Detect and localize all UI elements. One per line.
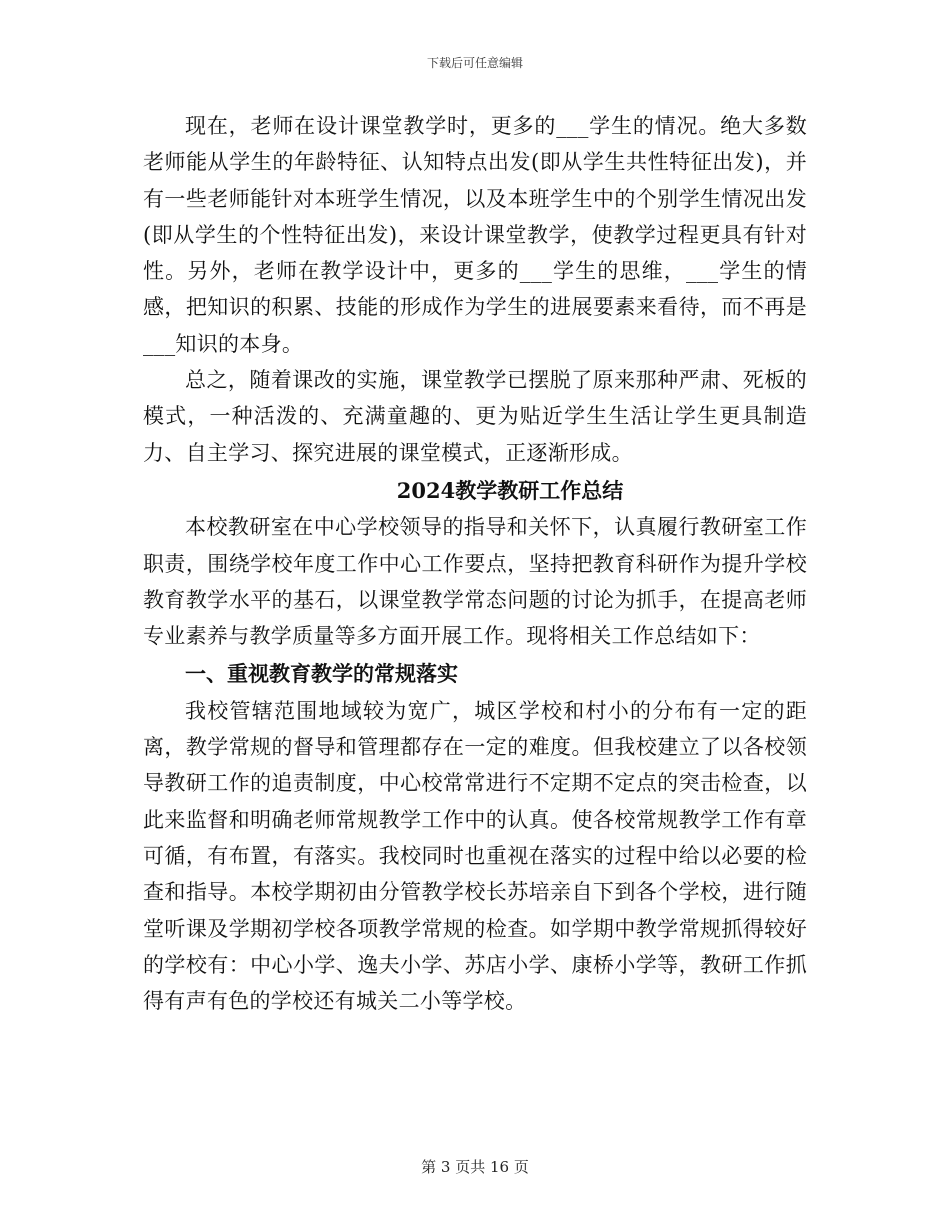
paragraph: 总之，随着课改的实施，课堂教学已摆脱了原来那种严肃、死板的模式，一种活泼的、充满童趣的、更为贴近学生生活让学生更具制造力、自主学习、探究进展的课堂模式，正逐渐形成。 [143, 368, 807, 465]
page-footer: 第 3 页共 16 页 [421, 1158, 529, 1176]
paragraph: 本校教研室在中心学校领导的指导和关怀下，认真履行教研室工作职责，围绕学校年度工作中心工作要点，坚持把教育科研作为提升学校教育教学水平的基石，以课堂教学常态问题的讨论为抓手，在提高老师专业素养与教学质量等多方面开展工作。现将相关工作总结如下： [143, 515, 807, 649]
paragraph: 现在，老师在设计课堂教学时，更多的___学生的情况。绝大多数老师能从学生的年龄特征、认知特点出发(即从学生共性特征出发)，并有一些老师能针对本班学生情况，以及本班学生中的个别学生情况出发(即从学生的个性特征出发)，来设计课堂教学，使教学过程更具有针对性。另外，老师在教学设计中，更多的___学生的思维，___学生的情感，把知识的积累、技能的形成作为学生的进展要素来看待，而不再是___知识的本身。 [143, 114, 807, 356]
section-title: 2024教学教研工作总结 [396, 477, 624, 503]
document-body [143, 108, 807, 1019]
section-heading: 一、重视教育教学的常规落实 [185, 661, 458, 687]
page-header: 下载后可任意编辑 [426, 56, 523, 70]
paragraph: 我校管辖范围地域较为宽广，城区学校和村小的分布有一定的距离，教学常规的督导和管理都存在一定的难度。但我校建立了以各校领导教研工作的追责制度，中心校常常进行不定期不定点的突击检查，以此来监督和明确老师常规教学工作中的认真。使各校常规教学工作有章可循，有布置，有落实。我校同时也重视在落实的过程中给以必要的检查和指导。本校学期初由分管教学校长苏培亲自下到各个学校，进行随堂听课及学期初学校各项教学常规的检查。如学期中教学常规抓得较好的学校有：中心小学、逸夫小学、苏店小学、康桥小学等，教研工作抓得有声有色的学校还有城关二小等学校。 [143, 698, 807, 1014]
